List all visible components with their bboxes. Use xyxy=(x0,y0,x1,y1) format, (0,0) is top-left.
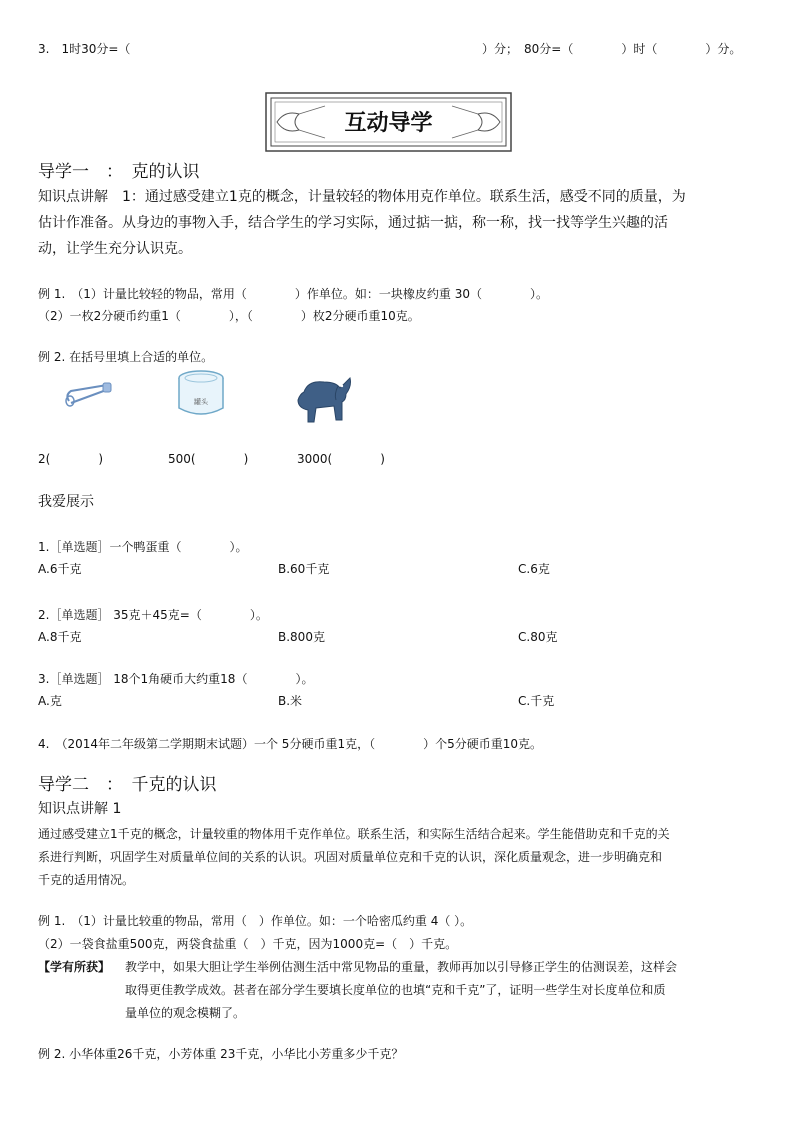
section1-intro-1: 知识点讲解 1：通过感受建立1克的概念，计量较轻的物体用克作单位。联系生活，感受不同的质量，为 xyxy=(38,189,686,205)
question-3: 3.［单选题］ 18个1角硬币大约重18（ ）。 xyxy=(38,672,314,686)
q1-option-c[interactable]: C.6克 xyxy=(518,562,550,576)
s2-example1-line2: （2）一袋食盐重500克，两袋食盐重（ ）千克，因为1000克=（ ）千克。 xyxy=(38,937,458,951)
section2-heading: 导学二 ： 千克的认识 xyxy=(38,775,217,795)
q3-option-a[interactable]: A.克 xyxy=(38,694,62,708)
q1-option-b[interactable]: B.60千克 xyxy=(278,562,330,576)
s1-example1-line2: （2）一枚2分硬币约重1（ ），（ ）枚2分硬币重10克。 xyxy=(38,309,420,323)
section2-intro-1: 通过感受建立1千克的概念，计量较重的物体用千克作单位。联系生活，和实际生活结合起来。学生能借助克和千克的关 xyxy=(38,827,670,841)
note-line-2: 取得更佳教学成效。甚者在部分学生要填长度单位的也填“克和千克”了，证明一些学生对长度单位和质 xyxy=(125,983,666,997)
q2-option-c[interactable]: C.80克 xyxy=(518,630,558,644)
section-banner xyxy=(265,92,512,152)
note-line-1: 教学中，如果大胆让学生举例估测生活中常见物品的重量，教师再加以引导修正学生的估测误差，这样会 xyxy=(125,960,678,974)
safety-pin-image xyxy=(63,381,113,411)
question-4: 4. （2014年二年级第二学期期末试题）一个 5分硬币重1克，（ ）个5分硬币重10克。 xyxy=(38,737,542,751)
question-2: 2.［单选题］ 35克＋45克=（ ）。 xyxy=(38,608,268,622)
question-1: 1.［单选题］一个鸭蛋重（ ）。 xyxy=(38,540,248,554)
section1-intro-2: 估计作准备。从身边的事物入手，结合学生的学习实际，通过掂一掂，称一称，找一找等学生兴趣的活 xyxy=(38,215,668,231)
top-line-left: 3. 1时30分=（ xyxy=(38,42,131,56)
blank-3000: 3000( ) xyxy=(297,452,385,466)
q3-option-c[interactable]: C.千克 xyxy=(518,694,555,708)
can-image xyxy=(175,368,227,420)
elephant-image xyxy=(290,372,354,428)
note-label: 【学有所获】 xyxy=(38,960,111,974)
s2-example1-line1: 例 1. （1）计量比较重的物品，常用（ ）作单位。如：一个哈密瓜约重 4（ ）。 xyxy=(38,914,473,928)
q1-option-a[interactable]: A.6千克 xyxy=(38,562,82,576)
top-line-right: ）分； 80分=（ ）时（ ）分。 xyxy=(482,42,742,56)
section2-intro-3: 千克的适用情况。 xyxy=(38,873,135,887)
note-line-3: 量单位的观念模糊了。 xyxy=(125,1006,246,1020)
s1-example2-text: 例 2. 在括号里填上合适的单位。 xyxy=(38,350,214,364)
q2-option-a[interactable]: A.8千克 xyxy=(38,630,82,644)
q2-option-b[interactable]: B.800克 xyxy=(278,630,325,644)
blank-2: 2( ) xyxy=(38,452,103,466)
q3-option-b[interactable]: B.米 xyxy=(278,694,303,708)
section2-intro-2: 系进行判断，巩固学生对质量单位间的关系的认识。巩固对质量单位克和千克的认识，深化质量观念，进一步明确克和 xyxy=(38,850,663,864)
blank-500: 500( ) xyxy=(168,452,249,466)
s2-example2: 例 2. 小华体重26千克，小芳体重 23千克，小华比小芳重多少千克？ xyxy=(38,1047,404,1061)
section1-heading: 导学一 ： 克的认识 xyxy=(38,162,200,182)
section1-intro-3: 动，让学生充分认识克。 xyxy=(38,241,192,257)
s1-example1-line1: 例 1. （1）计量比较轻的物品，常用（ ）作单位。如：一块橡皮约重 30（ ）。 xyxy=(38,287,548,301)
can-label: 罐头 xyxy=(194,398,208,406)
show-heading: 我爱展示 xyxy=(38,494,94,510)
section2-sub: 知识点讲解 1 xyxy=(38,801,122,817)
banner-title: 互动导学 xyxy=(344,110,433,136)
